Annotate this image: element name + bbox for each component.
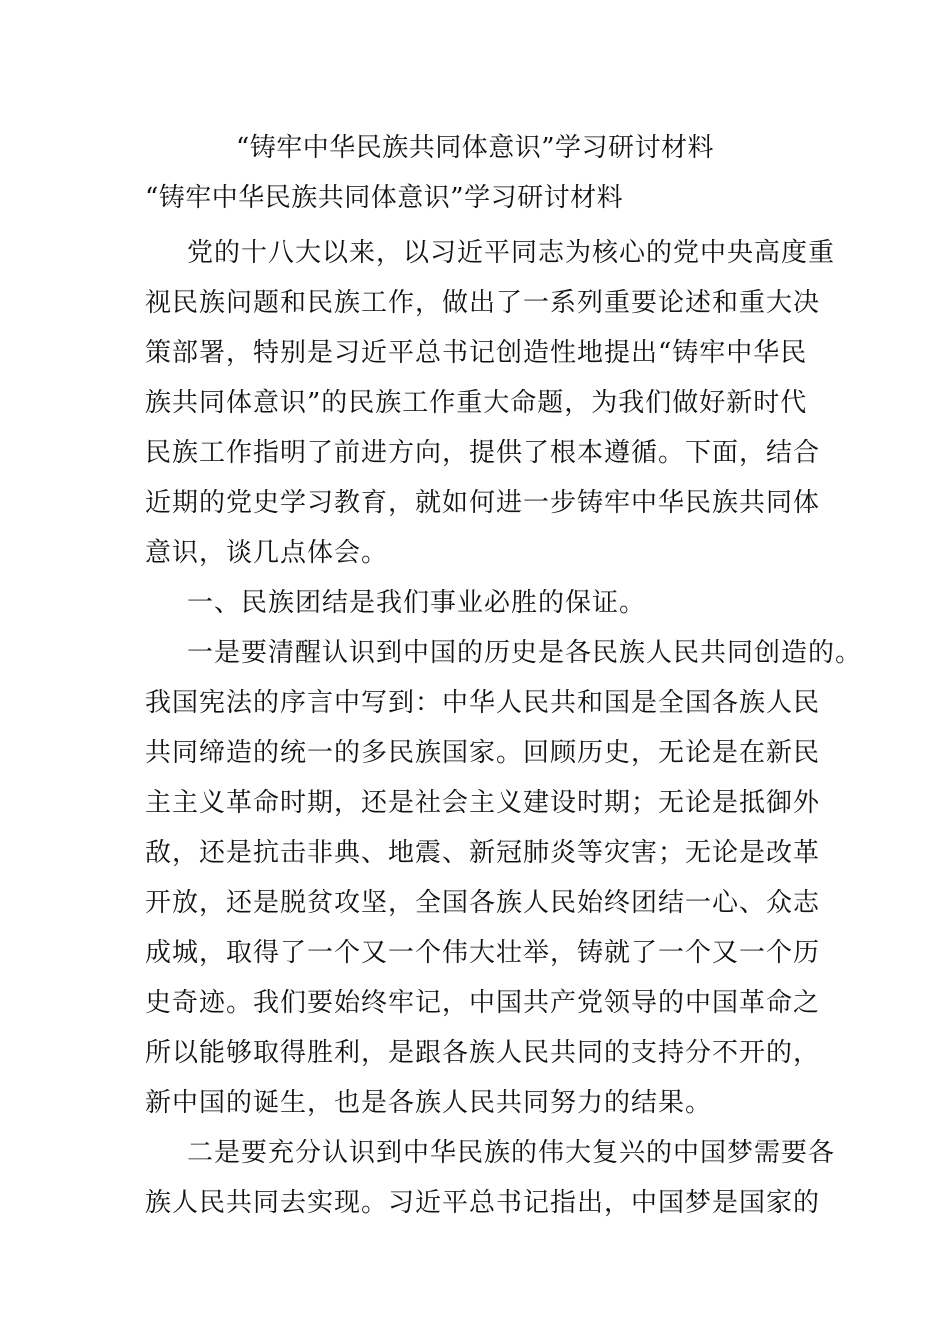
body-line: 族人民共同去实现。习近平总书记指出，中国梦是国家的	[145, 1188, 821, 1218]
body-line: 史奇迹。我们要始终牢记，中国共产党领导的中国革命之	[145, 988, 821, 1018]
body-line: 一、民族团结是我们事业必胜的保证。	[187, 588, 647, 618]
body-line: 策部署，特别是习近平总书记创造性地提出“铸牢中华民	[145, 338, 808, 368]
document-title: “铸牢中华民族共同体意识”学习研讨材料	[235, 133, 715, 163]
body-line: 一是要清醒认识到中国的历史是各民族人民共同创造的。	[187, 638, 863, 668]
body-line: 我国宪法的序言中写到：中华人民共和国是全国各族人民	[145, 688, 821, 718]
body-line: 族共同体意识”的民族工作重大命题，为我们做好新时代	[145, 388, 808, 418]
document-body	[145, 228, 863, 1228]
body-line: 视民族问题和民族工作，做出了一系列重要论述和重大决	[145, 288, 821, 318]
body-line: 主主义革命时期，还是社会主义建设时期；无论是抵御外	[145, 788, 821, 818]
body-line: 党的十八大以来，以习近平同志为核心的党中央高度重	[187, 238, 836, 268]
body-line: 民族工作指明了前进方向，提供了根本遵循。下面，结合	[145, 438, 821, 468]
body-line: 意识，谈几点体会。	[145, 538, 389, 568]
body-line: 共同缔造的统一的多民族国家。回顾历史，无论是在新民	[145, 738, 821, 768]
body-line: 开放，还是脱贫攻坚，全国各族人民始终团结一心、众志	[145, 888, 821, 918]
body-line: 敌，还是抗击非典、地震、新冠肺炎等灾害；无论是改革	[145, 838, 821, 868]
document-subtitle: “铸牢中华民族共同体意识”学习研讨材料	[145, 183, 624, 213]
body-line: 所以能够取得胜利，是跟各族人民共同的支持分不开的，	[145, 1038, 821, 1068]
body-line: 二是要充分认识到中华民族的伟大复兴的中国梦需要各	[187, 1138, 836, 1168]
body-line: 近期的党史学习教育，就如何进一步铸牢中华民族共同体	[145, 488, 821, 518]
body-line: 成城，取得了一个又一个伟大壮举，铸就了一个又一个历	[145, 938, 821, 968]
body-line: 新中国的诞生，也是各族人民共同努力的结果。	[145, 1088, 713, 1118]
